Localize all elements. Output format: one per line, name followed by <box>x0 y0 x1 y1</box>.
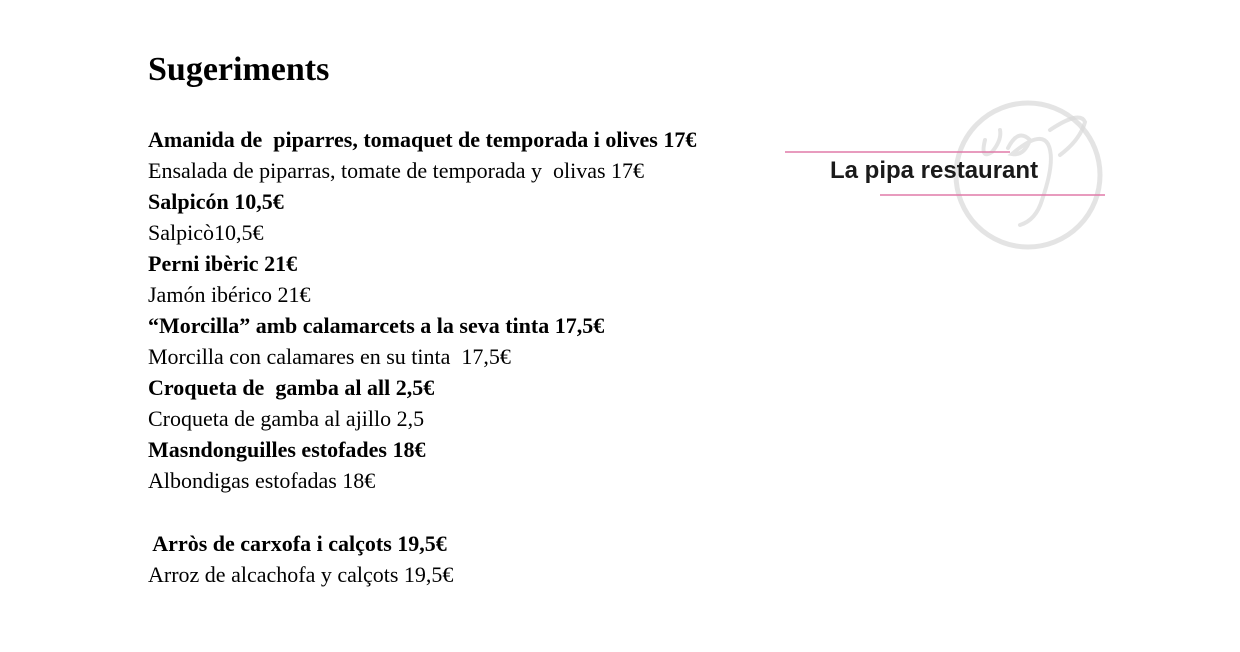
page-title: Sugeriments <box>148 51 330 88</box>
dish-name-ca: Salpicón 10,5€ <box>148 189 284 214</box>
dish-name-es: Ensalada de piparras, tomate de temporada y olivas 17€ <box>148 158 645 183</box>
dish-name-ca: “Morcilla” amb calamarcets a la seva tinta 17,5€ <box>148 313 605 338</box>
dish-name-es: Arroz de alcachofa y calçots 19,5€ <box>148 562 454 587</box>
dish-name-es: Croqueta de gamba al ajillo 2,5 <box>148 406 425 431</box>
dish-name-ca: Amanida de piparres, tomaquet de temporada i olives 17€ <box>148 127 697 152</box>
dish-name-es: Albondigas estofadas 18€ <box>148 468 376 493</box>
dish-name-es: Salpicò10,5€ <box>148 220 264 245</box>
section-gap <box>148 496 848 528</box>
restaurant-logo <box>780 100 1110 250</box>
menu-list <box>148 124 848 590</box>
dish-name-ca: Croqueta de gamba al all 2,5€ <box>148 375 435 400</box>
dish-name-ca: Masndonguilles estofades 18€ <box>148 437 426 462</box>
dish-name-es: Morcilla con calamares en su tinta 17,5€ <box>148 344 511 369</box>
dish-name-es: Jamón ibérico 21€ <box>148 282 311 307</box>
dish-name-ca: Perni ibèric 21€ <box>148 251 298 276</box>
dish-name-ca: Arròs de carxofa i calçots 19,5€ <box>148 531 447 556</box>
logo-text: La pipa restaurant <box>830 157 1039 184</box>
